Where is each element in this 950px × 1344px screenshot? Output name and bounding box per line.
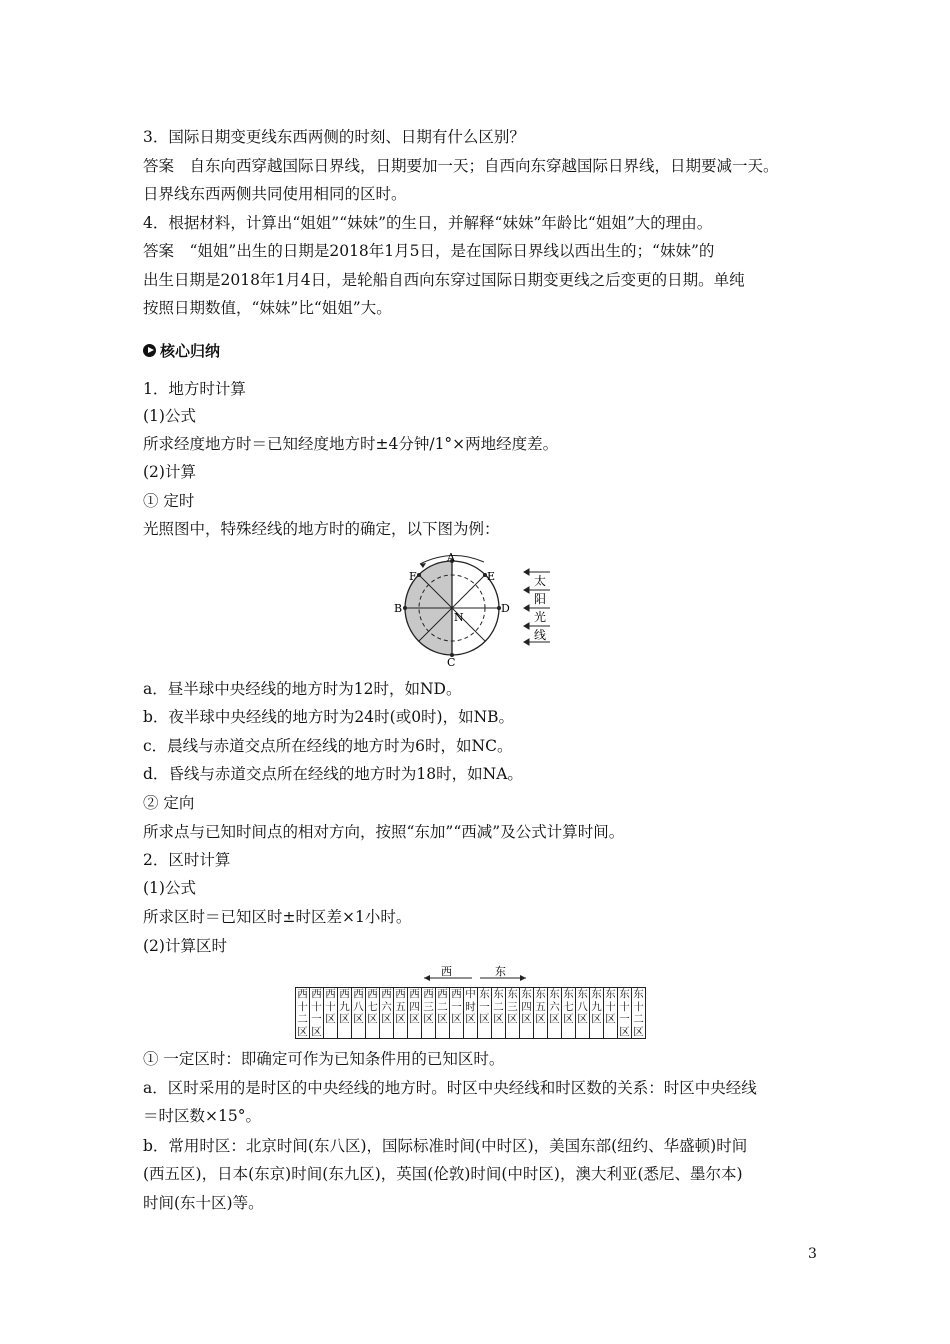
sun-label-2: 阳 xyxy=(534,592,547,606)
figure-intro: 光照图中，特殊经线的地方时的确定，以下图为例： xyxy=(143,520,500,538)
page-number: 3 xyxy=(808,1246,817,1262)
formula-local-time: 所求经度地方时＝已知经度地方时±4分钟/1°×两地经度差。 xyxy=(143,435,559,453)
heading-zone-time: 2．区时计算 xyxy=(143,851,231,869)
zone-cell: 西 十 二 区 xyxy=(297,988,308,1038)
time-zone-table xyxy=(295,987,646,1039)
sub-calc-1: (2)计算 xyxy=(143,463,196,481)
rule-b: b．夜半球中央经线的地方时为24时(或0时)，如NB。 xyxy=(143,708,515,726)
zone-cell: 西 二 区 xyxy=(436,988,450,1039)
zone-cell: 西 七 区 xyxy=(366,988,380,1039)
zone-rule-b-line-3: 时间(东十区)等。 xyxy=(143,1194,264,1212)
question-4: 4．根据材料，计算出“姐姐”“妹妹”的生日，并解释“妹妹”年龄比“姐姐”大的理由。 xyxy=(143,214,713,232)
zone-rule-a-line-2: ＝时区数×15°。 xyxy=(143,1107,261,1125)
label-f: F xyxy=(409,570,417,583)
zone-cell: 西 三 区 xyxy=(422,988,436,1039)
zone-rule-b-line-1: b．常用时区：北京时间(东八区)，国际标准时间(中时区)，美国东部(纽约、华盛顿)时间 xyxy=(143,1137,748,1155)
question-3: 3．国际日期变更线东西两侧的时刻、日期有什么区别？ xyxy=(143,128,525,146)
direction-rule: 所求点与已知时间点的相对方向，按照“东加”“西减”及公式计算时间。 xyxy=(143,823,625,841)
step-direction: ② 定向 xyxy=(143,794,195,812)
label-n: N xyxy=(454,611,464,624)
label-d: D xyxy=(501,602,510,615)
zone-cell: 西 九 区 xyxy=(338,988,352,1039)
rule-a: a．昼半球中央经线的地方时为12时，如ND。 xyxy=(143,680,462,698)
zone-cell: 东 六 区 xyxy=(548,988,562,1039)
polar-illumination-diagram xyxy=(390,550,560,670)
zone-cell: 东 七 区 xyxy=(562,988,576,1039)
zone-cell: 西 五 区 xyxy=(394,988,408,1039)
zone-cell: 东 十 区 xyxy=(604,988,618,1039)
zone-cell: 东 四 区 xyxy=(520,988,534,1039)
zone-cell: 西 六 区 xyxy=(380,988,394,1039)
zone-cell: 东 一 区 xyxy=(478,988,492,1039)
zone-cell: 西 十 区 xyxy=(324,988,338,1039)
zone-cell: 东 十 二 区 xyxy=(633,988,644,1038)
sun-label-3: 光 xyxy=(534,610,547,624)
zone-cell: 东 五 区 xyxy=(534,988,548,1039)
sub-formula-1: (1)公式 xyxy=(143,407,196,425)
zone-cell: 西 八 区 xyxy=(352,988,366,1039)
sub-calc-2: (2)计算区时 xyxy=(143,937,227,955)
label-c: C xyxy=(447,656,456,669)
answer-3-line-1: 答案 自东向西穿越国际日界线，日期要加一天；自西向东穿越国际日界线，日期要减一天。 xyxy=(143,157,779,175)
heading-local-time: 1．地方时计算 xyxy=(143,380,246,398)
answer-4-line-1: 答案 “姐姐”出生的日期是2018年1月5日，是在国际日界线以西出生的；“妹妹”的 xyxy=(143,242,715,260)
label-a: A xyxy=(447,551,455,564)
east-label: 东 xyxy=(495,965,506,978)
sub-formula-2: (1)公式 xyxy=(143,879,196,897)
answer-3-line-2: 日界线东西两侧共同使用相同的区时。 xyxy=(143,185,407,203)
zone-cell: 中 时 区 xyxy=(464,988,478,1039)
zone-cell: 西 一 区 xyxy=(450,988,464,1039)
zone-rule-b-line-2: (西五区)，日本(东京)时间(东九区)，英国(伦敦)时间(中时区)，澳大利亚(悉尼、墨尔本) xyxy=(143,1165,743,1183)
sun-label-4: 线 xyxy=(534,628,547,642)
section-title: 核心归纳 xyxy=(160,342,221,360)
answer-4-line-2: 出生日期是2018年1月4日，是轮船自西向东穿过国际日期变更线之后变更的日期。单纯 xyxy=(143,271,745,289)
play-bullet-icon xyxy=(143,344,156,357)
sun-label-1: 太 xyxy=(534,574,547,588)
west-label: 西 xyxy=(441,965,452,978)
zone-cell: 东 三 区 xyxy=(506,988,520,1039)
label-e: E xyxy=(487,570,496,583)
section-heading xyxy=(143,340,220,361)
label-b: B xyxy=(394,602,403,615)
time-zone-row xyxy=(296,988,646,1039)
rule-c: c．晨线与赤道交点所在经线的地方时为6时，如NC。 xyxy=(143,737,513,755)
rule-d: d．昏线与赤道交点所在经线的地方时为18时，如NA。 xyxy=(143,765,523,783)
zone-rule-a-line-1: a．区时采用的是时区的中央经线的地方时。时区中央经线和时区数的关系：时区中央经线 xyxy=(143,1079,757,1097)
zone-cell: 东 二 区 xyxy=(492,988,506,1039)
zone-cell: 西 四 区 xyxy=(408,988,422,1039)
step-fix-time: ① 定时 xyxy=(143,492,195,510)
zone-cell: 东 九 区 xyxy=(590,988,604,1039)
fix-zone-time: ① 一定区时：即确定可作为已知条件用的已知区时。 xyxy=(143,1050,505,1068)
zone-cell: 西 十 一 区 xyxy=(311,988,322,1038)
formula-zone-time: 所求区时＝已知区时±时区差×1小时。 xyxy=(143,908,412,926)
answer-4-line-3: 按照日期数值，“妹妹”比“姐姐”大。 xyxy=(143,299,392,317)
zone-cell: 东 八 区 xyxy=(576,988,590,1039)
zone-cell: 东 十 一 区 xyxy=(619,988,630,1038)
zone-direction-arrows xyxy=(420,964,530,984)
